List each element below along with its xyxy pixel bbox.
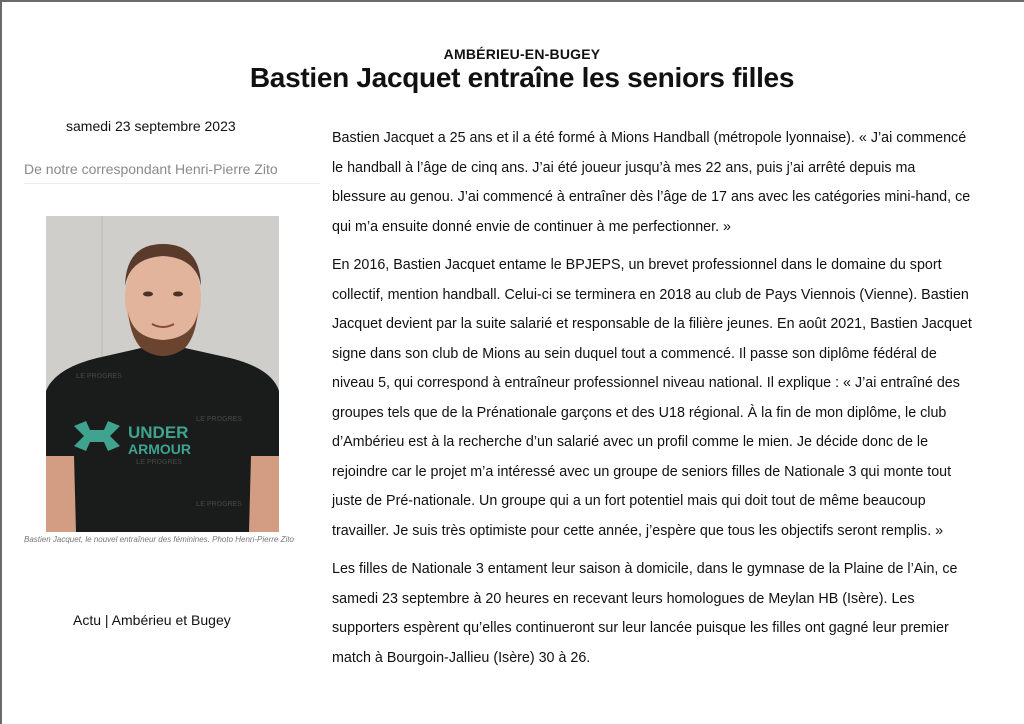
photo-caption: Bastien Jacquet, le nouvel entraîneur des féminines. Photo Henri-Pierre Zito bbox=[24, 535, 294, 544]
photo-watermark: LE PROGRES bbox=[136, 459, 182, 466]
photo-watermark: LE PROGRES bbox=[76, 373, 122, 380]
article-body bbox=[332, 124, 972, 682]
article-byline: De notre correspondant Henri-Pierre Zito bbox=[24, 161, 320, 184]
article-photo bbox=[46, 216, 279, 532]
paragraph: Les filles de Nationale 3 entament leur saison à domicile, dans le gymnase de la Plaine de l’Ain, ce samedi 23 septembre à 20 heures en recevant leurs homologues de Meylan HB (Isère). Les supporters espèrent qu’elles continueront sur leur lancée puisque les filles ont gagné leur premier match à Bourgoin-Jallieu (Isère) 30 à 26. bbox=[332, 561, 958, 666]
paragraph: Bastien Jacquet a 25 ans et il a été formé à Mions Handball (métropole lyonnaise). « J’ai commencé le handball à l’âge de cinq ans. J’ai été joueur jusqu’à mes 22 ans, puis j’ai arrêté depuis ma blessure au genou. J’ai commencé à entraîner dès l’âge de 17 ans avec les catégories mini-hand, ce qui m’a ensuite donné envie de continuer à me perfectionner. » bbox=[332, 130, 971, 235]
article-headline: Bastien Jacquet entraîne les seniors filles bbox=[249, 62, 795, 93]
article-date: samedi 23 septembre 2023 bbox=[66, 118, 236, 134]
paragraph: En 2016, Bastien Jacquet entame le BPJEPS, un brevet professionnel dans le domaine du sport collectif, mention handball. Celui-ci se terminera en 2018 au club de Pays Viennois (Vienne). Bastien Jacquet devient par la suite salarié et responsable de la filière jeunes. En août 2021, Bastien Jacquet signe dans son club de Mions au sein duquel tout a commencé. Il passe son diplôme fédéral de niveau 5, qui correspond à entraîneur professionnel niveau national. Il explique : « J’ai entraîné des groupes tels que de la Prénationale garçons et des U18 régional. À la fin de mon diplôme, le club d’Ambérieu est à la recherche d’un salarié avec un profil comme le mien. Je décide donc de le rejoindre car le projet m’a intéressé avec un groupe de seniors filles de Nationale 3 qui monte tout juste de Pré-nationale. Un groupe qui a un fort potentiel mais qui doit tout de même beaucoup travailler. Je suis très optimiste pour cette année, j’espère que tous les objectifs seront remplis. » bbox=[332, 257, 972, 539]
portrait-image bbox=[46, 216, 279, 532]
section-label: Actu | Ambérieu et Bugey bbox=[73, 612, 231, 628]
photo-watermark: LE PROGRES bbox=[196, 501, 242, 508]
article-kicker: AMBÉRIEU-EN-BUGEY bbox=[443, 46, 601, 62]
shirt-logo-text-2: ARMOUR bbox=[128, 441, 191, 457]
photo-watermark: LE PROGRES bbox=[196, 416, 242, 423]
shirt-logo-text-1: UNDER bbox=[128, 423, 189, 442]
